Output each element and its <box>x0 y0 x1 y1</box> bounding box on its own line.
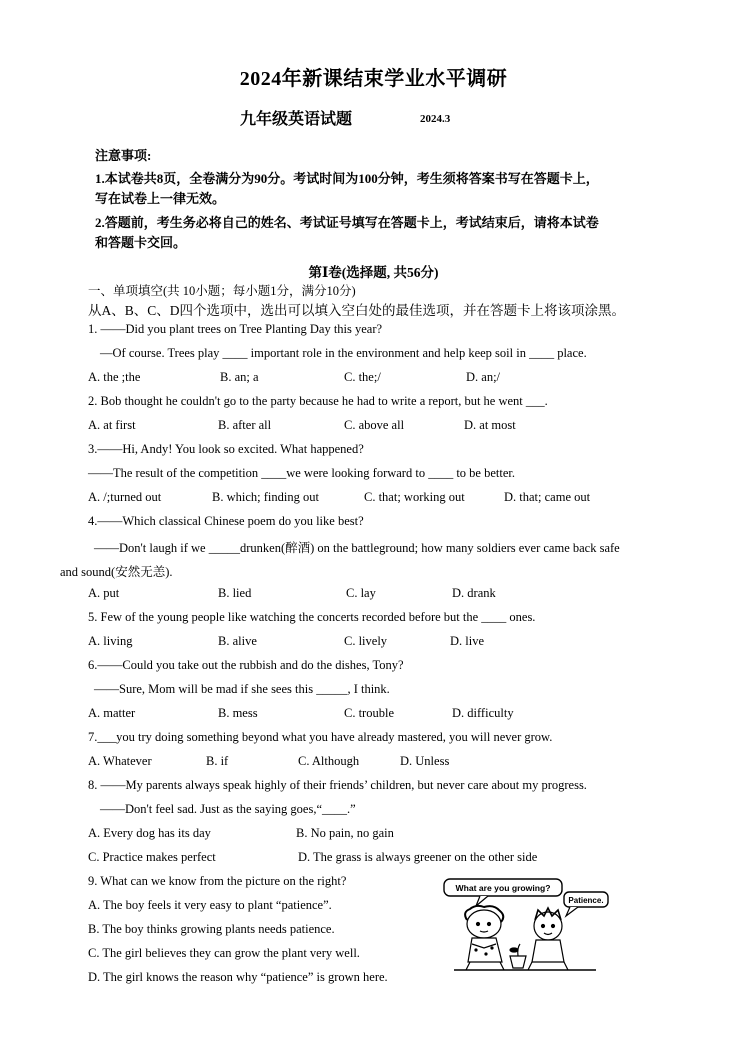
q3-option-b: B. which; finding out <box>212 490 319 504</box>
boy-figure <box>528 908 568 970</box>
notes-heading: 注意事项: <box>95 148 152 163</box>
q4-option-c: C. lay <box>346 586 376 600</box>
bubble-right-text: Patience. <box>568 896 604 905</box>
q4-option-a: A. put <box>88 586 120 600</box>
q4-option-b: B. lied <box>218 586 252 600</box>
q6-option-a: A. matter <box>88 706 136 720</box>
q3-line-2: ——The result of the competition ____we were looking forward to ____ to be better. <box>88 466 515 480</box>
speech-bubble-left-tail <box>476 896 488 906</box>
notes-item-1 <box>95 169 675 209</box>
exam-title: 2024年新课结束学业水平调研 <box>239 68 508 90</box>
q6-line-1: 6.——Could you take out the rubbish and do the dishes, Tony? <box>88 658 404 672</box>
notes-item-1-line-2: 写在试卷上一律无效。 <box>95 191 226 206</box>
q5-option-c: C. lively <box>344 634 388 648</box>
q9-line-1: 9. What can we know from the picture on the right? <box>88 874 347 888</box>
q1-line-1: 1. ——Did you plant trees on Tree Planting Day this year? <box>88 322 383 336</box>
q7-option-c: C. Although <box>298 754 360 768</box>
q1-option-d: D. an;/ <box>466 370 501 384</box>
notes-item-1-line-1: 1.本试卷共8页，全卷满分为90分。考试时间为100分钟，考生须将答案书写在答题卡上， <box>95 171 599 186</box>
exam-date: 2024.3 <box>420 113 451 125</box>
q8-option-b: B. No pain, no gain <box>296 826 394 840</box>
q4-option-d: D. drank <box>452 586 496 600</box>
part-heading: 一、单项填空(共 10小题；每小题1分，满分10分) <box>88 284 356 298</box>
girl-figure <box>465 906 504 970</box>
notes-item-2-line-2: 和答题卡交回。 <box>95 235 187 250</box>
q3-option-c: C. that; working out <box>364 490 465 504</box>
q8-line-1: 8. ——My parents always speak highly of their friends’ children, but never care about my progress. <box>88 778 587 792</box>
q2-line-1: 2. Bob thought he couldn't go to the party because he had to write a report, but he went ___. <box>88 394 548 408</box>
q7-option-a: A. Whatever <box>88 754 152 768</box>
q1-line-2: —Of course. Trees play ____ important role in the environment and help keep soil in ____ place. <box>100 346 587 360</box>
q1-option-b: B. an; a <box>220 370 259 384</box>
bubble-left-text: What are you growing? <box>455 883 551 893</box>
q5-option-b: B. alive <box>218 634 257 648</box>
q8-option-c: C. Practice makes perfect <box>88 850 216 864</box>
q3-option-d: D. that; came out <box>504 490 591 504</box>
section-title: 第Ⅰ卷(选择题, 共56分) <box>308 265 439 280</box>
notes-item-2-line-1: 2.答题前，考生务必将自己的姓名、考试证号填写在答题卡上，考试结束后，请将本试卷 <box>95 215 599 230</box>
q4-line-1: 4.——Which classical Chinese poem do you like best? <box>88 514 364 528</box>
q7-option-d: D. Unless <box>400 754 450 768</box>
q6-option-b: B. mess <box>218 706 258 720</box>
q8-option-a: A. Every dog has its day <box>88 826 211 840</box>
notes-block <box>95 145 675 257</box>
cartoon-illustration <box>440 876 610 974</box>
notes-item-2 <box>95 213 675 253</box>
q4-line-3: and sound(安然无恙). <box>60 565 173 579</box>
q2-option-c: C. above all <box>344 418 405 432</box>
q8-line-2: ——Don't feel sad. Just as the saying goes,“____.” <box>100 802 356 816</box>
q2-option-a: A. at first <box>88 418 136 432</box>
q3-line-1: 3.——Hi, Andy! You look so excited. What happened? <box>88 442 364 456</box>
q9-option-d: D. The girl knows the reason why “patience” is grown here. <box>88 970 388 984</box>
q2-option-b: B. after all <box>218 418 272 432</box>
q9-option-b: B. The boy thinks growing plants needs patience. <box>88 922 335 936</box>
q1-option-c: C. the;/ <box>344 370 381 384</box>
q6-option-c: C. trouble <box>344 706 394 720</box>
q6-option-d: D. difficulty <box>452 706 514 720</box>
q7-line-1: 7.___you try doing something beyond what you have already mastered, you will never grow. <box>88 730 553 744</box>
q2-option-d: D. at most <box>464 418 516 432</box>
q9-option-a: A. The boy feels it very easy to plant “patience”. <box>88 898 332 912</box>
q1-option-a: A. the ;the <box>88 370 141 384</box>
q4-line-2: ——Don't laugh if we _____drunken(醉酒) on the battleground; how many soldiers ever came back safe <box>94 541 620 555</box>
q9-option-c: C. The girl believes they can grow the plant very well. <box>88 946 360 960</box>
q5-line-1: 5. Few of the young people like watching the concerts recorded before but the ____ ones. <box>88 610 536 624</box>
speech-bubble-right-tail <box>566 907 578 916</box>
q6-line-2: ——Sure, Mom will be mad if she sees this _____, I think. <box>94 682 390 696</box>
q5-option-a: A. living <box>88 634 133 648</box>
exam-subtitle: 九年级英语试题 <box>240 111 353 128</box>
q7-option-b: B. if <box>206 754 229 768</box>
q5-option-d: D. live <box>450 634 485 648</box>
q3-option-a: A. /;turned out <box>88 490 162 504</box>
q8-option-d: D. The grass is always greener on the other side <box>298 850 538 864</box>
part-instruction: 从A、B、C、D四个选项中，选出可以填入空白处的最佳选项，并在答题卡上将该项涂黑。 <box>88 303 626 318</box>
